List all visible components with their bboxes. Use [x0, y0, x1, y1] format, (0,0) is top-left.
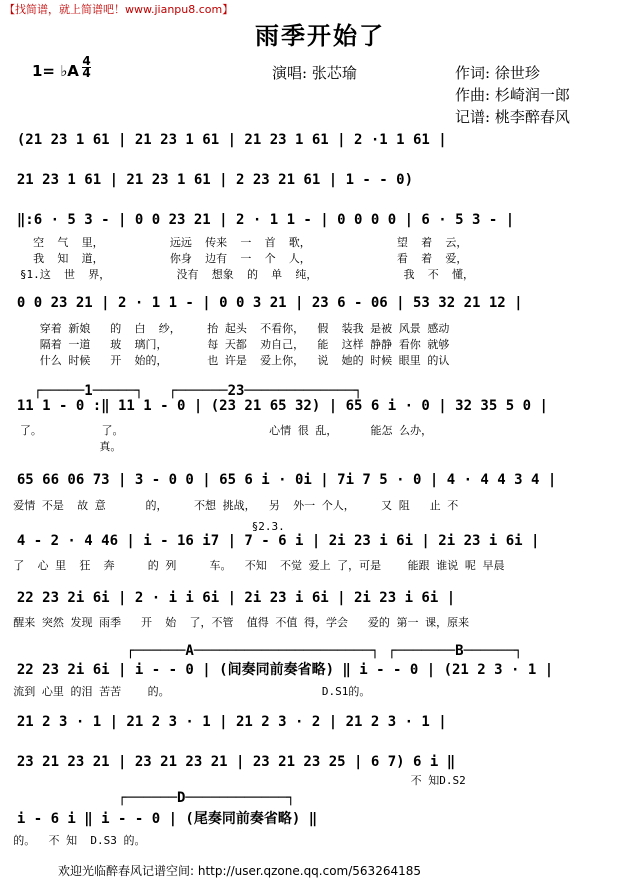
- lyric-row: 真。: [0, 440, 122, 453]
- transcriber-credit: 记谱: 桃李醉春风: [455, 108, 570, 126]
- time-signature: [82, 56, 91, 79]
- notation-row: 22 23 2i 6i | i - - 0 | (间奏同前奏省略) ‖ i - - 0 | (21 2 3 · 1 |: [0, 662, 554, 678]
- lyric-row: 我 知 道， 你身 边有 一 个 人， 看 着 爱，: [0, 252, 468, 265]
- notation-row: ‖:6 · 5 3 - | 0 0 23 21 | 2 · 1 1 - | 0 0 0 0 | 6 · 5 3 - |: [0, 212, 515, 228]
- lyricist-credit: 作词: 徐世珍: [455, 64, 540, 82]
- notation-row: 65 66 06 73 | 3 - 0 0 | 65 6 i · 0i | 7i 7 5 · 0 | 4 · 4 4 3 4 |: [0, 472, 557, 488]
- song-title: 雨季开始了: [255, 21, 385, 50]
- site-banner[interactable]: 【找简谱，就上简谱吧！www.jianpu8.com】: [4, 3, 234, 16]
- notation-row: 21 23 1 61 | 21 23 1 61 | 2 23 21 61 | 1 - - 0): [0, 172, 414, 188]
- lyric-row: §1.这 世 界， 没有 想象 的 单 纯， 我 不 懂，: [0, 268, 475, 281]
- notation-row: 22 23 2i 6i | 2 · i i 6i | 2i 23 i 6i | 2i 23 i 6i |: [0, 590, 456, 606]
- lyric-row: §2.3.: [0, 520, 285, 533]
- lyric-row: 流到 心里 的泪 苦苦 的。 D.S1的。: [0, 685, 371, 698]
- key-signature: 1= ♭A: [32, 62, 79, 80]
- notation-row: 0 0 23 21 | 2 · 1 1 - | 0 0 3 21 | 23 6 - 06 | 53 32 21 12 |: [0, 295, 523, 311]
- lyric-row: 空 气 里， 远远 传来 一 首 歌， 望 着 云，: [0, 236, 468, 249]
- notation-row: (21 23 1 61 | 21 23 1 61 | 21 23 1 61 | 2 ·1 1 61 |: [0, 132, 447, 148]
- notation-row: 4 - 2 · 4 46 | i - 16 i7 | 7 - 6 i | 2i 23 i 6i | 2i 23 i 6i |: [0, 533, 540, 549]
- notation-row: ┌──────D────────────┐: [0, 790, 296, 806]
- notation-row: i - 6 i ‖ i - - 0 | (尾奏同前奏省略) ‖: [0, 811, 318, 827]
- footer-link[interactable]: 欢迎光临醉春风记谱空间: http://user.qzone.qq.com/563264185: [58, 864, 422, 878]
- notation-row: 21 2 3 · 1 | 21 2 3 · 1 | 21 2 3 · 2 | 21 2 3 · 1 |: [0, 714, 447, 730]
- notation-row: 11 1 - 0 :‖ 11 1 - 0 | (23 21 65 32) | 65 6 i · 0 | 32 35 5 0 |: [0, 398, 548, 414]
- lyric-row: 醒来 突然 发现 雨季 开 始 了，不管 值得 不值 得，学会 爱的 第一 课，原来: [0, 616, 470, 629]
- lyric-row: 穿着 新娘 的 白 纱， 抬 起头 不看你， 假 装我 是被 风景 感动: [0, 322, 450, 335]
- notation-row: ┌─────1─────┐ ┌──────23─────────────┐: [0, 383, 363, 399]
- lyric-row: 什么 时候 开 始的， 也 许是 爱上你， 说 她的 时候 眼里 的认: [0, 354, 450, 367]
- time-signature-top: 4: [82, 54, 91, 68]
- lyric-row: 了 心 里 狂 奔 的 列 车。 不知 不觉 爱上 了，可是 能跟 谁说 呢 早晨: [0, 559, 505, 572]
- notation-row: 23 21 23 21 | 23 21 23 21 | 23 21 23 25 | 6 7) 6 i ‖: [0, 754, 456, 770]
- notation-row: ┌──────A─────────────────────┐ ┌───────B──────┐: [0, 643, 523, 659]
- lyric-row: 的。 不 知 D.S3 的。: [0, 834, 146, 847]
- lyric-row: 爱情 不是 故 意 的， 不想 挑战， 另 外一 个人， 又 阻 止 不: [0, 499, 459, 512]
- singer-credit: 演唱: 张芯瑜: [272, 64, 357, 82]
- lyric-row: 了。 了。 心情 很 乱， 能怎 么办，: [0, 424, 433, 437]
- time-signature-bottom: 4: [82, 66, 91, 80]
- composer-credit: 作曲: 杉崎润一郎: [455, 86, 570, 104]
- lyric-row: 隔着 一道 玻 璃门， 每 天都 劝自己， 能 这样 静静 看你 就够: [0, 338, 450, 351]
- lyric-row: 不 知D.S2: [0, 774, 466, 787]
